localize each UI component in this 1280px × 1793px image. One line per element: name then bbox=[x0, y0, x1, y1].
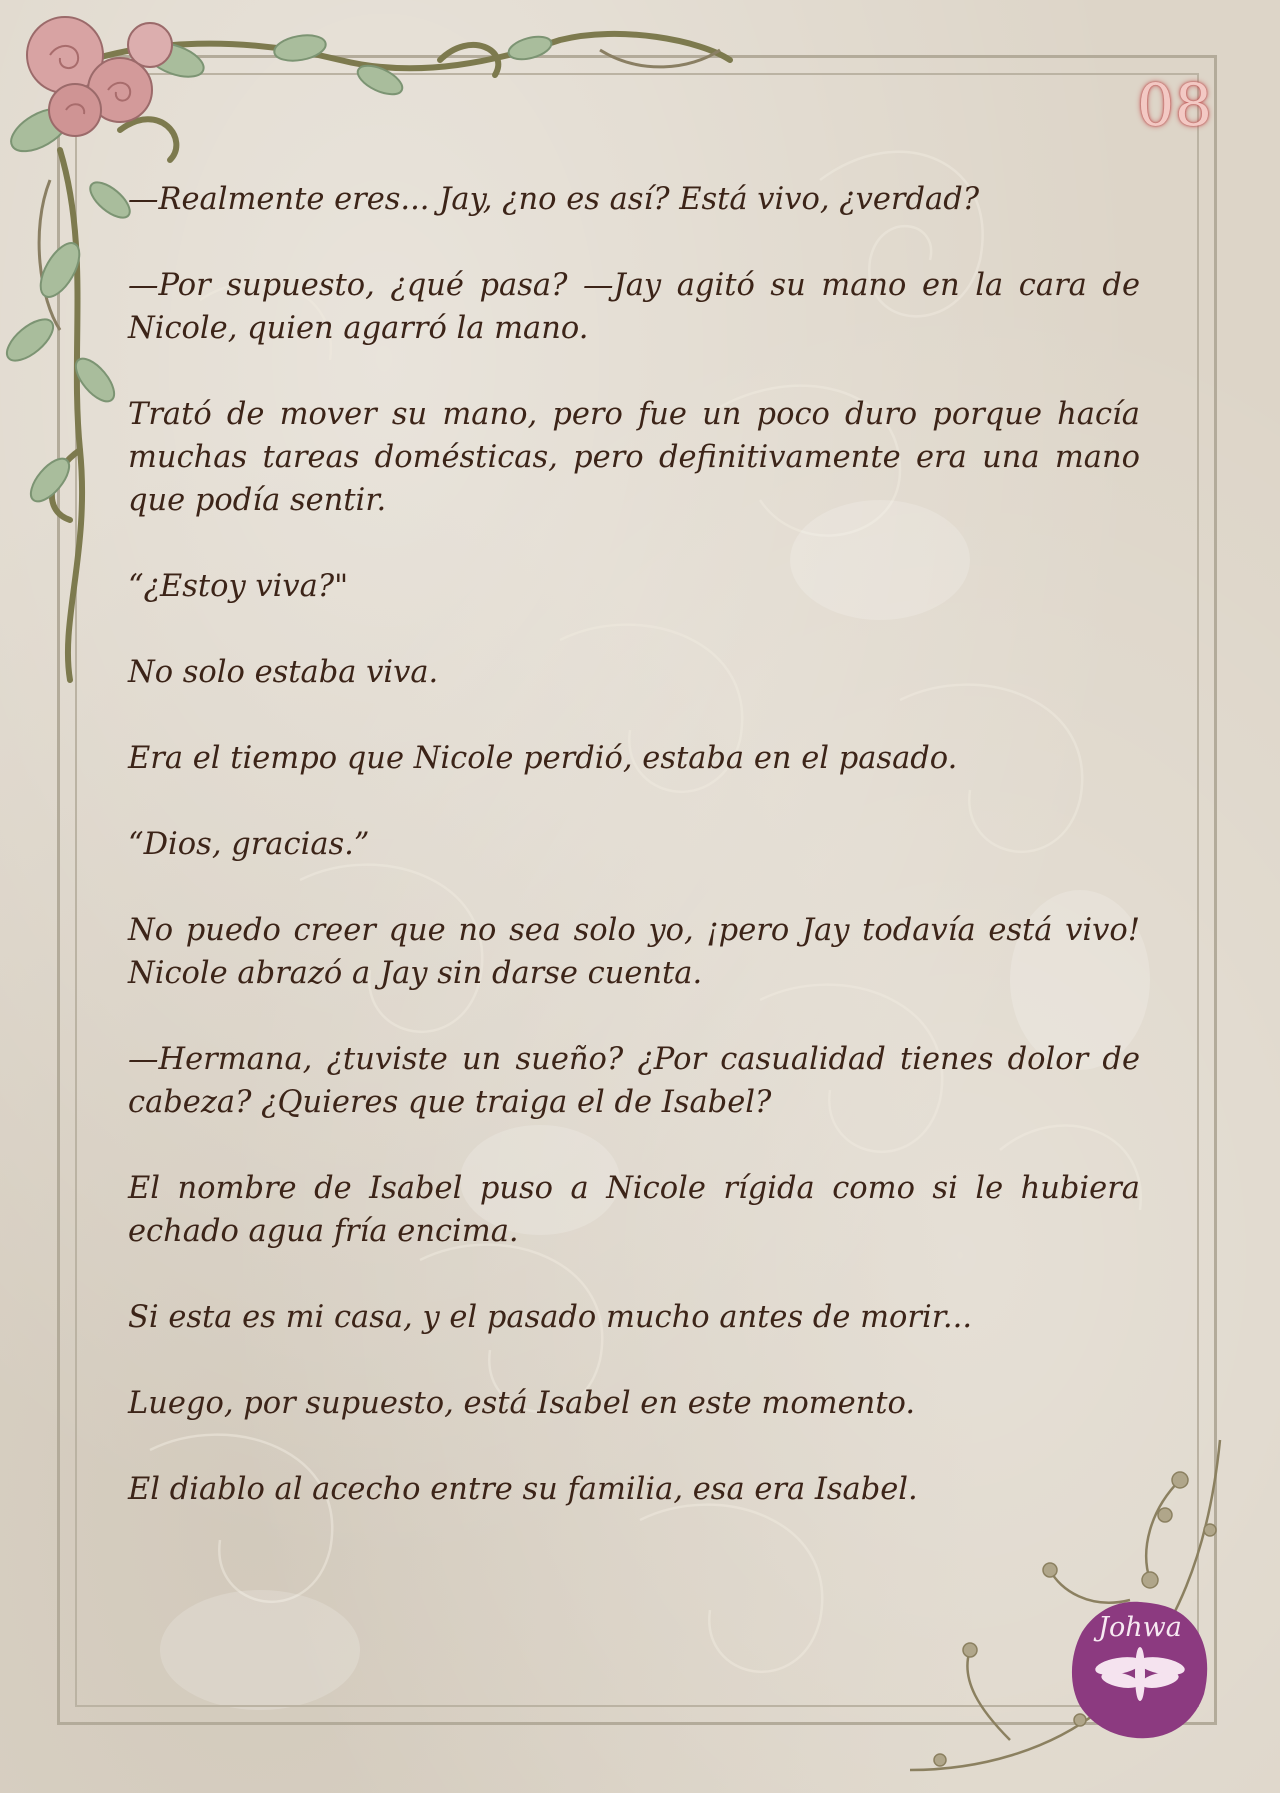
paragraph: Era el tiempo que Nicole perdió, estaba en el pasado. bbox=[128, 741, 958, 776]
paragraph: No solo estaba viva. bbox=[128, 655, 439, 690]
paragraph: —Realmente eres... Jay, ¿no es así? Está vivo, ¿verdad? bbox=[128, 182, 980, 217]
paragraph: “¿Estoy viva?" bbox=[128, 569, 349, 604]
paragraph: “Dios, gracias.” bbox=[128, 827, 370, 862]
paragraph: Luego, por supuesto, está Isabel en este momento. bbox=[128, 1386, 916, 1421]
paragraph: —Hermana, ¿tuviste un sueño? ¿Por casualidad tienes dolor de cabeza? ¿Quieres que traiga el de Isabel? bbox=[128, 1042, 1140, 1120]
paragraph: El nombre de Isabel puso a Nicole rígida como si le hubiera echado agua fría encima. bbox=[128, 1171, 1140, 1249]
paragraph: Trató de mover su mano, pero fue un poco duro porque hacía muchas tareas domésticas, pero definitivamente era una mano que podía sentir. bbox=[128, 397, 1140, 518]
page-number: 08 bbox=[1137, 71, 1213, 139]
badge-label: Johwa bbox=[1098, 1612, 1182, 1643]
paragraph: El diablo al acecho entre su familia, esa era Isabel. bbox=[128, 1472, 918, 1507]
paragraph: Si esta es mi casa, y el pasado mucho antes de morir... bbox=[128, 1300, 973, 1335]
paragraph: No puedo creer que no sea solo yo, ¡pero Jay todavía está vivo! Nicole abrazó a Jay sin darse cuenta. bbox=[128, 913, 1140, 991]
story-text bbox=[128, 178, 1140, 1554]
paragraph: —Por supuesto, ¿qué pasa? —Jay agitó su mano en la cara de Nicole, quien agarró la mano. bbox=[128, 268, 1140, 346]
